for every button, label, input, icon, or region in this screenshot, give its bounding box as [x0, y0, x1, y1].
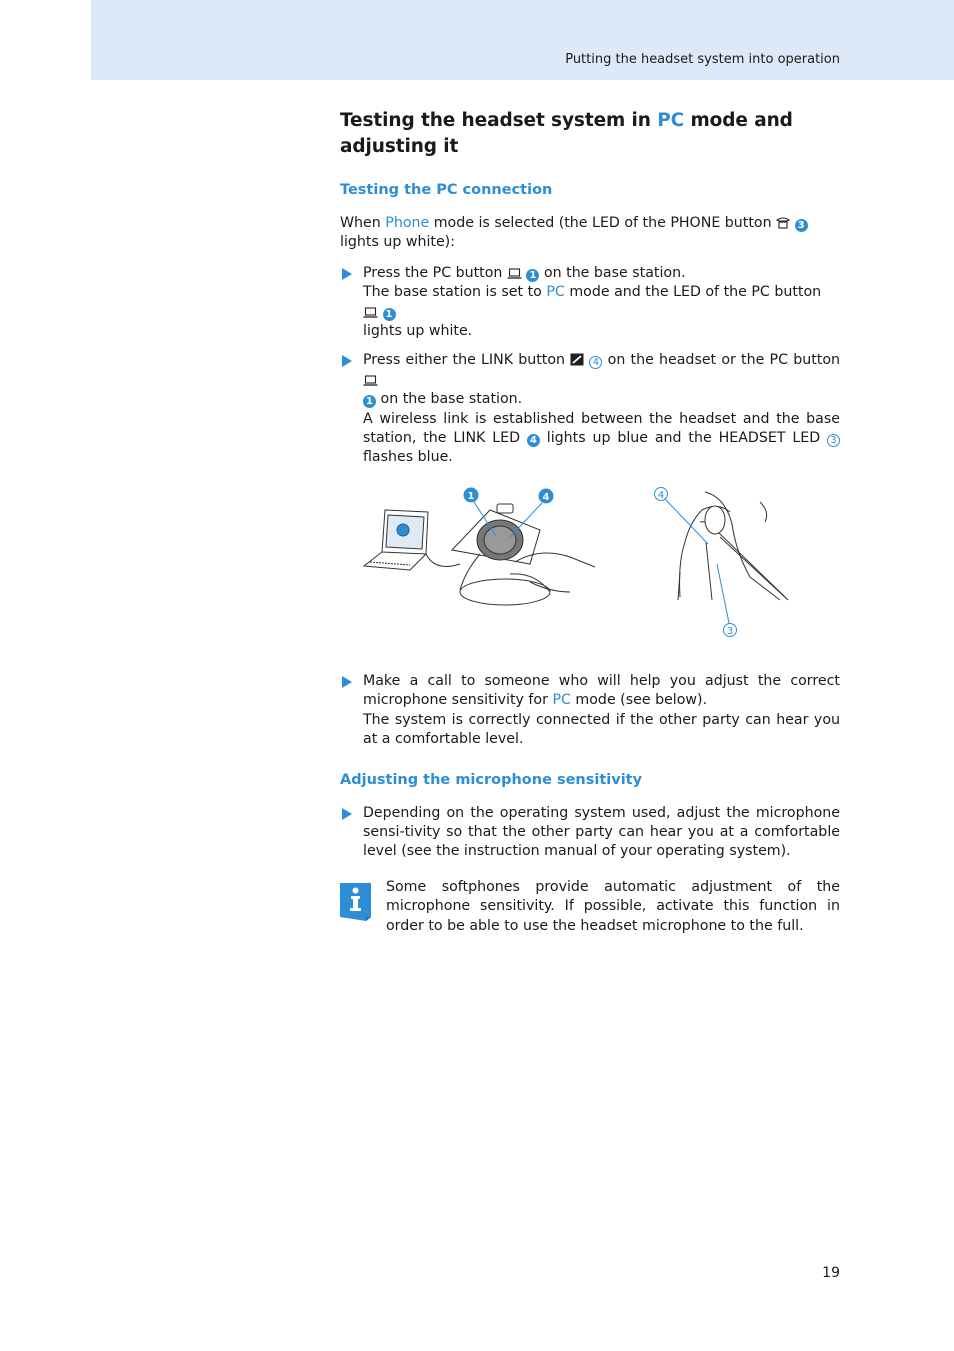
step-adjust-sensitivity: Depending on the operating system used, adjust the microphone sensi-tivity so that the other party can hear you at a comfortable level (see the instruction manual of your operating system). — [340, 804, 840, 862]
callout-1-filled: 1 — [526, 269, 539, 282]
info-note — [340, 878, 840, 936]
base-station-and-headset-drawing — [340, 482, 840, 652]
pc-button-icon — [363, 307, 378, 318]
pc-button-icon — [507, 268, 522, 279]
header-band — [91, 0, 954, 80]
subheading-testing-pc-connection: Testing the PC connection — [340, 182, 553, 198]
figure-callout-1: 1 — [467, 490, 475, 502]
title-pc: PC — [657, 110, 685, 131]
figure-callout-3-outline: 3 — [726, 625, 734, 637]
link-button-icon — [570, 353, 584, 366]
step-make-call: Make a call to someone who will help you adjust the correct microphone sensitivity for PC mode (see below). The system is correctly connected if the other party can hear you at a comfortable level. — [340, 672, 840, 750]
callout-4-filled: 4 — [527, 434, 540, 447]
bullet-arrow-icon — [342, 808, 352, 820]
info-note-text: Some softphones provide automatic adjustment of the microphone sensitivity. If possible, activate this function in order to be able to use the headset microphone to the full. — [386, 878, 840, 934]
callout-3-outline: 3 — [827, 434, 840, 447]
bullet-arrow-icon — [342, 676, 352, 688]
phone-button-icon — [776, 217, 790, 229]
bullet-arrow-icon — [342, 268, 352, 280]
subheading-adjusting-sensitivity: Adjusting the microphone sensitivity — [340, 771, 643, 788]
info-icon — [340, 883, 371, 921]
intro-paragraph: When Phone mode is selected (the LED of the PHONE button 3 lights up white): — [340, 214, 840, 253]
bullet-arrow-icon — [342, 355, 352, 367]
page-title: Testing the headset system in PC mode and adjusting it — [340, 110, 793, 157]
callout-3-filled: 3 — [795, 219, 808, 232]
callout-1-filled: 1 — [383, 308, 396, 321]
callout-1-filled: 1 — [363, 395, 376, 408]
pc-button-icon — [363, 375, 378, 386]
figure-callout-4-outline: 4 — [657, 489, 665, 501]
main-content — [340, 108, 840, 936]
step-press-link-button: Press either the LINK button 4 on the headset or the PC button 1 on the base station. A wireless link is established between the headset and the base station, the LINK LED 4 lights up blue and the HEADSET LED 3 flashes blue. — [340, 351, 840, 467]
page-number: 19 — [822, 1265, 840, 1281]
callout-4-outline: 4 — [589, 356, 602, 369]
figure-callout-4: 4 — [542, 491, 550, 503]
setup-illustration — [340, 482, 840, 652]
step-press-pc-button: Press the PC button 1 on the base station. The base station is set to PC mode and the LED of the PC button 1 lights up white. — [340, 264, 840, 342]
running-header: Putting the headset system into operation — [565, 52, 840, 67]
